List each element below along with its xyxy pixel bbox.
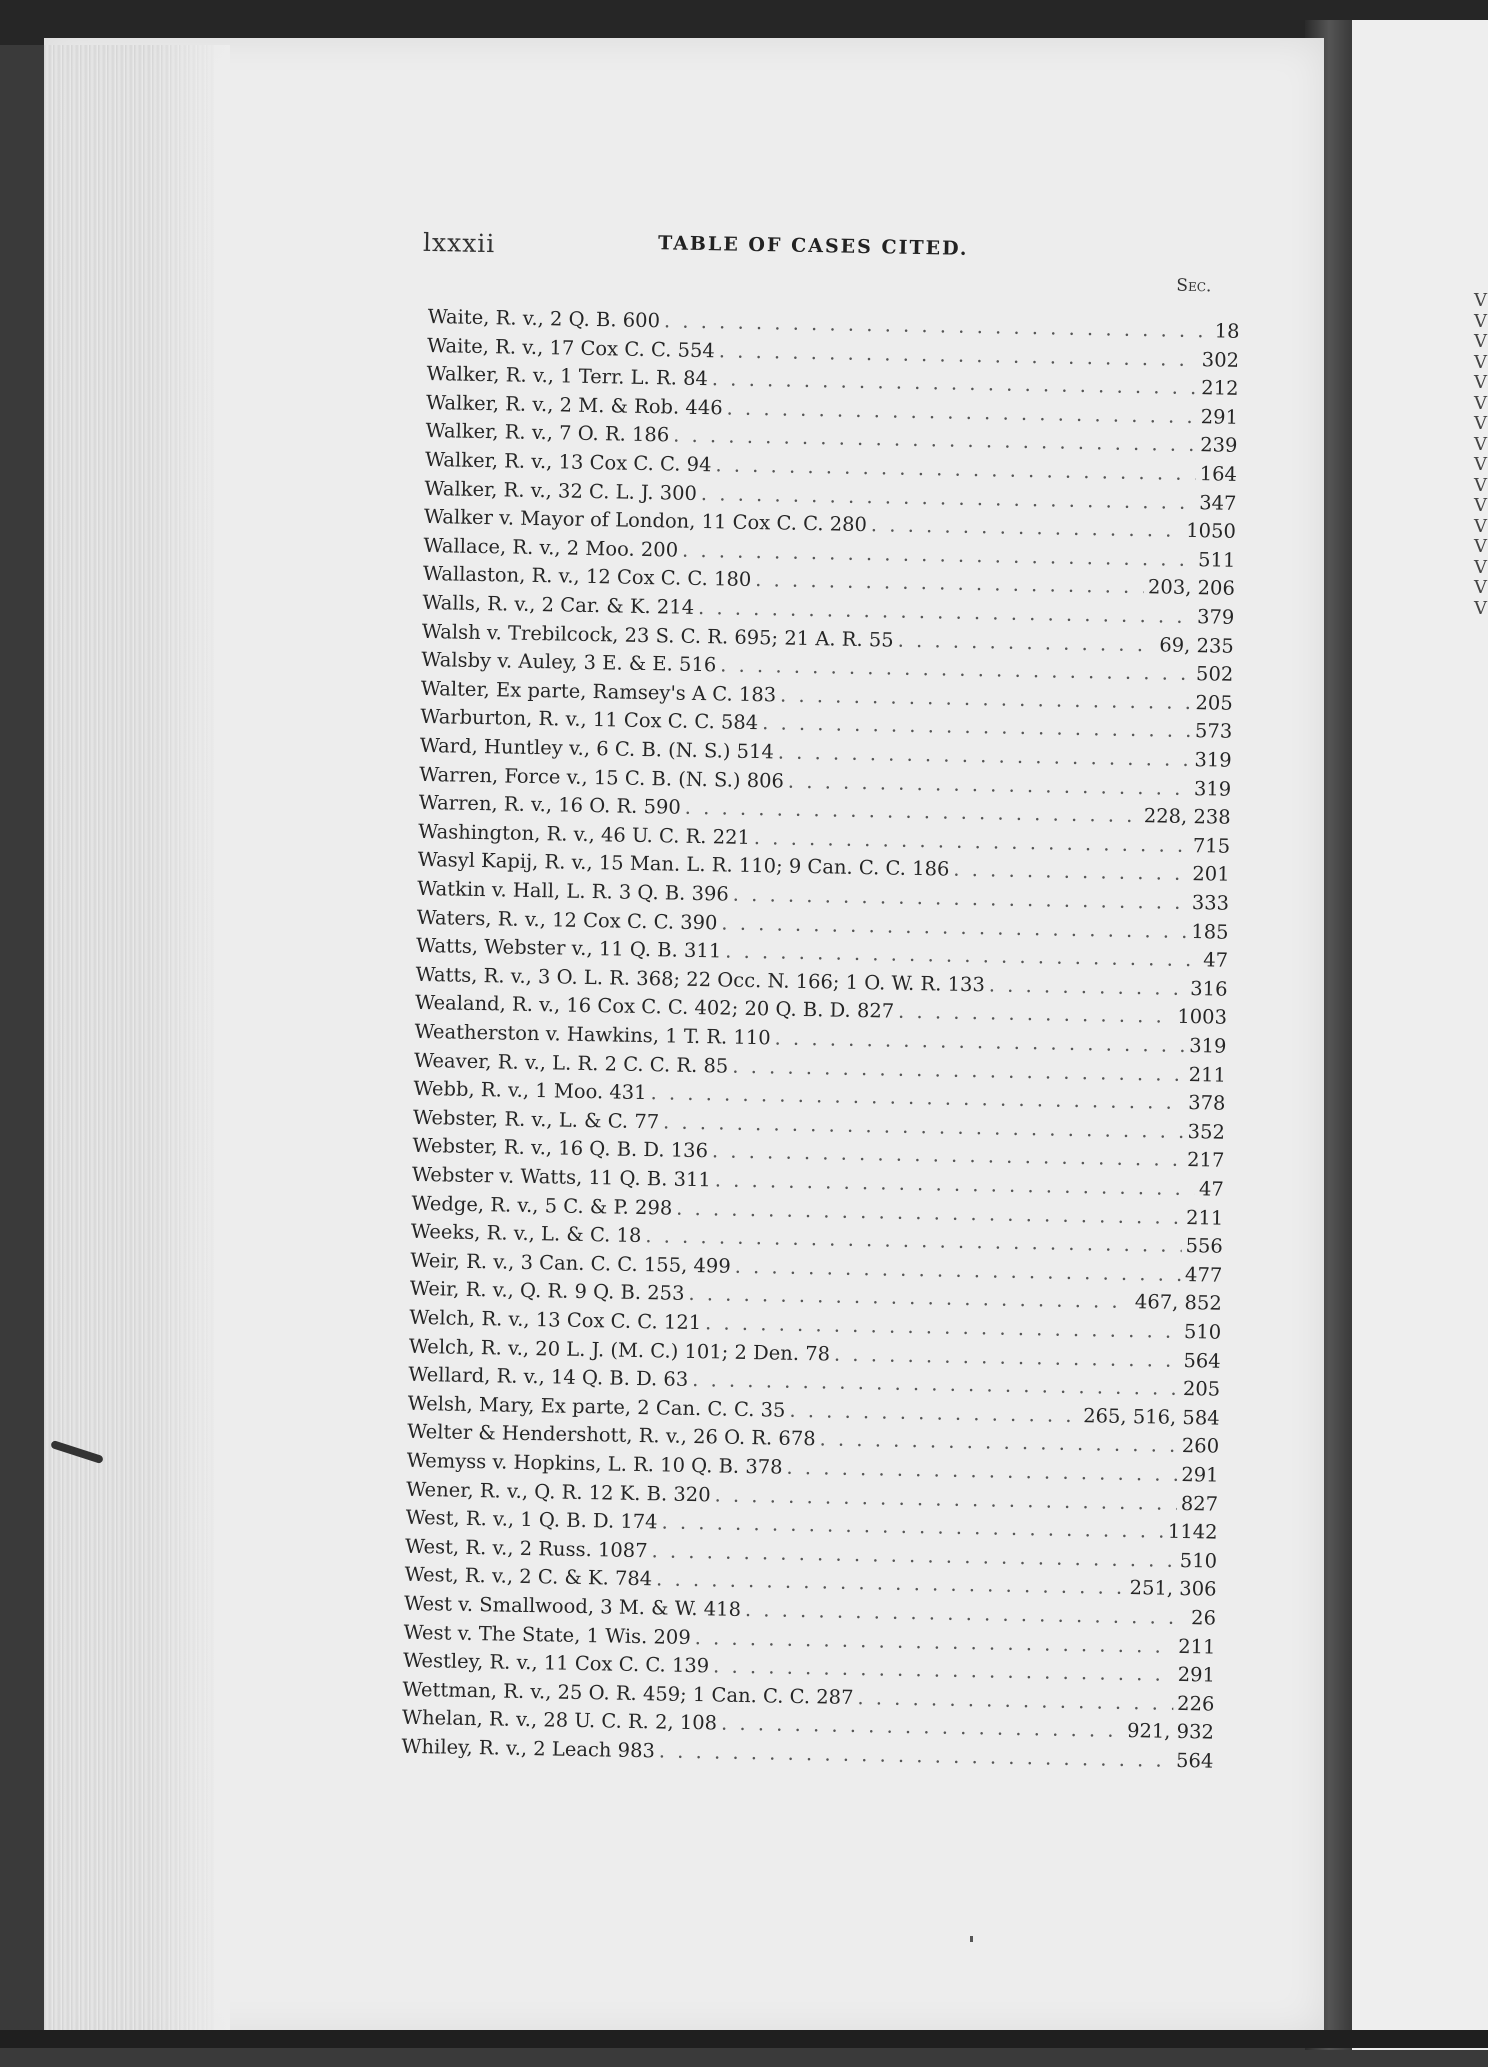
section-reference: 1142 xyxy=(1167,1519,1218,1544)
scanner-background-bottom xyxy=(0,2030,1488,2048)
case-name: Wasyl Kapij, R. v., 15 Man. L. R. 110; 9 Can. C. C. 186 xyxy=(417,848,950,882)
case-name: Walker, R. v., 13 Cox C. C. 94 xyxy=(424,447,712,477)
facing-page-letter: V xyxy=(1474,556,1487,578)
section-reference: 265, 516, 584 xyxy=(1083,1403,1220,1430)
facing-page-letter: V xyxy=(1474,392,1487,414)
case-name: Weir, R. v., 3 Can. C. C. 155, 499 xyxy=(410,1248,731,1278)
section-reference: 379 xyxy=(1196,605,1235,629)
section-reference: 715 xyxy=(1192,833,1231,858)
dot-leader xyxy=(755,568,1144,598)
case-name: Weatherston v. Hawkins, 1 T. R. 110 xyxy=(414,1019,771,1050)
section-reference: 564 xyxy=(1183,1348,1221,1373)
case-name: Webb, R. v., 1 Moo. 431 xyxy=(413,1077,647,1105)
dot-leader xyxy=(834,1342,1180,1371)
case-name: Watts, Webster v., 11 Q. B. 311 xyxy=(415,934,722,963)
section-reference: 573 xyxy=(1194,719,1233,744)
section-reference: 228, 238 xyxy=(1143,804,1231,829)
section-reference: 921, 932 xyxy=(1126,1719,1215,1744)
section-reference: 316 xyxy=(1190,976,1228,1001)
case-name: Walker v. Mayor of London, 11 Cox C. C. 280 xyxy=(423,505,868,537)
facing-page-letter: V xyxy=(1474,577,1487,598)
case-name: Watts, R. v., 3 O. L. R. 368; 22 Occ. N. 166; 1 O. W. R. 133 xyxy=(415,962,986,997)
section-reference: 291 xyxy=(1200,404,1239,429)
case-name: Warburton, R. v., 11 Cox C. C. 584 xyxy=(420,705,759,735)
section-reference: 47 xyxy=(1198,1177,1225,1201)
case-name: Wellard, R. v., 14 Q. B. D. 63 xyxy=(408,1362,689,1392)
case-name: Waite, R. v., 17 Cox C. C. 554 xyxy=(426,333,716,362)
case-name: West v. The State, 1 Wis. 209 xyxy=(403,1620,691,1649)
case-name: Walsby v. Auley, 3 E. & E. 516 xyxy=(421,648,717,677)
section-reference: 510 xyxy=(1183,1319,1222,1344)
section-reference: 205 xyxy=(1182,1377,1221,1401)
section-reference: 1003 xyxy=(1177,1005,1228,1030)
facing-page-letter: V xyxy=(1474,433,1487,455)
case-name: Washington, R. v., 46 U. C. R. 221 xyxy=(418,819,751,849)
section-reference: 212 xyxy=(1201,376,1239,401)
dot-leader xyxy=(953,858,1188,885)
section-reference: 217 xyxy=(1186,1148,1225,1173)
section-reference: 26 xyxy=(1190,1606,1217,1630)
case-name: West, R. v., 2 Russ. 1087 xyxy=(404,1534,648,1562)
facing-page-letter: V xyxy=(1474,536,1487,557)
section-reference: 251, 306 xyxy=(1129,1576,1217,1602)
case-name: Wener, R. v., Q. R. 12 K. B. 320 xyxy=(405,1477,711,1506)
section-reference: 477 xyxy=(1184,1262,1223,1287)
case-name: Welch, R. v., 13 Cox C. C. 121 xyxy=(409,1305,702,1335)
case-name: Whelan, R. v., 28 U. C. R. 2, 108 xyxy=(401,1706,718,1735)
case-name: Walker, R. v., 32 C. L. J. 300 xyxy=(424,476,698,505)
section-reference: 467, 852 xyxy=(1134,1290,1222,1316)
section-reference: 511 xyxy=(1197,547,1236,572)
facing-page-letter: V xyxy=(1474,290,1487,311)
case-name: Watkin v. Hall, L. R. 3 Q. B. 396 xyxy=(417,876,729,906)
case-name: Welsh, Mary, Ex parte, 2 Can. C. C. 35 xyxy=(407,1391,786,1422)
dot-leader xyxy=(786,1456,1177,1486)
section-reference: 556 xyxy=(1185,1234,1224,1258)
section-reference: 347 xyxy=(1198,490,1237,515)
section-reference: 164 xyxy=(1199,462,1238,486)
facing-page-letter: V xyxy=(1474,372,1487,393)
section-reference: 211 xyxy=(1188,1062,1227,1087)
facing-page-letter: V xyxy=(1474,351,1487,373)
dot-leader xyxy=(989,973,1187,1000)
case-name: Waite, R. v., 2 Q. B. 600 xyxy=(427,304,661,333)
section-reference: 510 xyxy=(1179,1548,1218,1573)
case-name: West, R. v., 2 C. & K. 784 xyxy=(404,1563,653,1591)
section-column-label: Sec. xyxy=(1176,275,1212,297)
case-name: Walker, R. v., 2 M. & Rob. 446 xyxy=(425,390,723,420)
case-name: Webster v. Watts, 11 Q. B. 311 xyxy=(411,1162,712,1192)
case-name: Wealand, R. v., 16 Cox C. C. 402; 20 Q. B. D. 827 xyxy=(414,991,895,1024)
facing-page-letter: V xyxy=(1474,331,1487,352)
facing-page-letter: V xyxy=(1474,310,1487,332)
case-name: Westley, R. v., 11 Cox C. C. 139 xyxy=(402,1648,710,1678)
section-reference: 302 xyxy=(1201,347,1240,372)
section-reference: 502 xyxy=(1195,662,1234,686)
section-reference: 69, 235 xyxy=(1159,633,1235,658)
case-name: Warren, Force v., 15 C. B. (N. S.) 806 xyxy=(419,762,785,793)
facing-page-letter: V xyxy=(1474,454,1487,475)
section-reference: 378 xyxy=(1187,1091,1226,1115)
section-reference: 47 xyxy=(1202,948,1229,972)
case-name: Walker, R. v., 7 O. R. 186 xyxy=(425,419,670,447)
running-header xyxy=(423,228,1243,275)
dot-leader xyxy=(664,309,1211,342)
section-reference: 291 xyxy=(1181,1462,1219,1487)
section-reference: 564 xyxy=(1175,1748,1214,1773)
case-name: Warren, R. v., 16 O. R. 590 xyxy=(418,791,682,819)
dot-leader xyxy=(871,513,1183,542)
facing-page-letter: V xyxy=(1474,413,1487,434)
facing-page-letter: V xyxy=(1474,515,1487,537)
section-reference: 226 xyxy=(1176,1691,1215,1716)
dot-leader xyxy=(898,1000,1174,1028)
case-name: Whiley, R. v., 2 Leach 983 xyxy=(401,1734,656,1763)
dot-leader xyxy=(819,1428,1178,1458)
case-name: Wettman, R. v., 25 O. R. 459; 1 Can. C. C. 287 xyxy=(402,1677,854,1709)
section-reference: 201 xyxy=(1192,862,1230,887)
paper-speck xyxy=(970,1936,973,1942)
case-name: Webster, R. v., 16 Q. B. D. 136 xyxy=(412,1134,709,1163)
case-name: Waters, R. v., 12 Cox C. C. 390 xyxy=(416,905,718,934)
case-name: Weaver, R. v., L. R. 2 C. C. R. 85 xyxy=(413,1048,729,1078)
page-title: TABLE OF CASES CITED. xyxy=(657,232,969,260)
case-name: Ward, Huntley v., 6 C. B. (N. S.) 514 xyxy=(419,733,775,764)
facing-page-letter: V xyxy=(1474,474,1487,496)
section-reference: 1050 xyxy=(1186,519,1237,543)
section-reference: 18 xyxy=(1214,319,1240,343)
case-name: Walker, R. v., 1 Terr. L. R. 84 xyxy=(426,362,709,391)
dot-leader xyxy=(897,628,1155,656)
section-reference: 185 xyxy=(1191,919,1229,944)
case-name: Welch, R. v., 20 L. J. (M. C.) 101; 2 Den. 78 xyxy=(408,1334,831,1366)
case-name: Webster, R. v., L. & C. 77 xyxy=(412,1105,660,1134)
section-reference: 291 xyxy=(1177,1663,1216,1687)
section-reference: 319 xyxy=(1193,776,1232,801)
section-reference: 203, 206 xyxy=(1147,575,1236,601)
section-reference: 333 xyxy=(1191,891,1230,915)
case-name: Walsh v. Trebilcock, 23 S. C. R. 695; 21 A. R. 55 xyxy=(421,619,894,652)
section-reference: 211 xyxy=(1178,1634,1216,1659)
case-name: West, R. v., 1 Q. B. D. 174 xyxy=(405,1505,658,1534)
section-reference: 205 xyxy=(1195,690,1233,715)
case-name: Wallaston, R. v., 12 Cox C. C. 180 xyxy=(422,562,752,592)
case-name: West v. Smallwood, 3 M. & W. 418 xyxy=(403,1591,742,1621)
section-reference: 239 xyxy=(1200,433,1238,458)
section-reference: 352 xyxy=(1187,1119,1226,1144)
section-reference: 827 xyxy=(1180,1491,1219,1516)
case-name: Walter, Ex parte, Ramsey's A C. 183 xyxy=(420,676,777,707)
case-name: Wedge, R. v., 5 C. & P. 298 xyxy=(411,1191,673,1220)
section-reference: 260 xyxy=(1181,1434,1220,1459)
dot-leader xyxy=(789,1399,1079,1427)
section-reference: 211 xyxy=(1185,1205,1224,1230)
case-name: Walls, R. v., 2 Car. & K. 214 xyxy=(422,590,695,619)
section-reference: 319 xyxy=(1189,1034,1227,1058)
section-reference: 319 xyxy=(1194,748,1232,772)
page-number: lxxxii xyxy=(422,227,496,259)
facing-page-letter: V xyxy=(1474,597,1487,619)
case-name: Wallace, R. v., 2 Moo. 200 xyxy=(423,533,679,562)
case-name: Welter & Hendershott, R. v., 26 O. R. 678 xyxy=(407,1420,816,1451)
case-name: Weeks, R. v., L. & C. 18 xyxy=(410,1219,642,1248)
case-name: Wemyss v. Hopkins, L. R. 10 Q. B. 378 xyxy=(406,1448,783,1479)
dot-leader xyxy=(857,1686,1173,1715)
facing-page-letter: V xyxy=(1474,495,1487,516)
case-name: Weir, R. v., Q. R. 9 Q. B. 253 xyxy=(409,1277,685,1306)
